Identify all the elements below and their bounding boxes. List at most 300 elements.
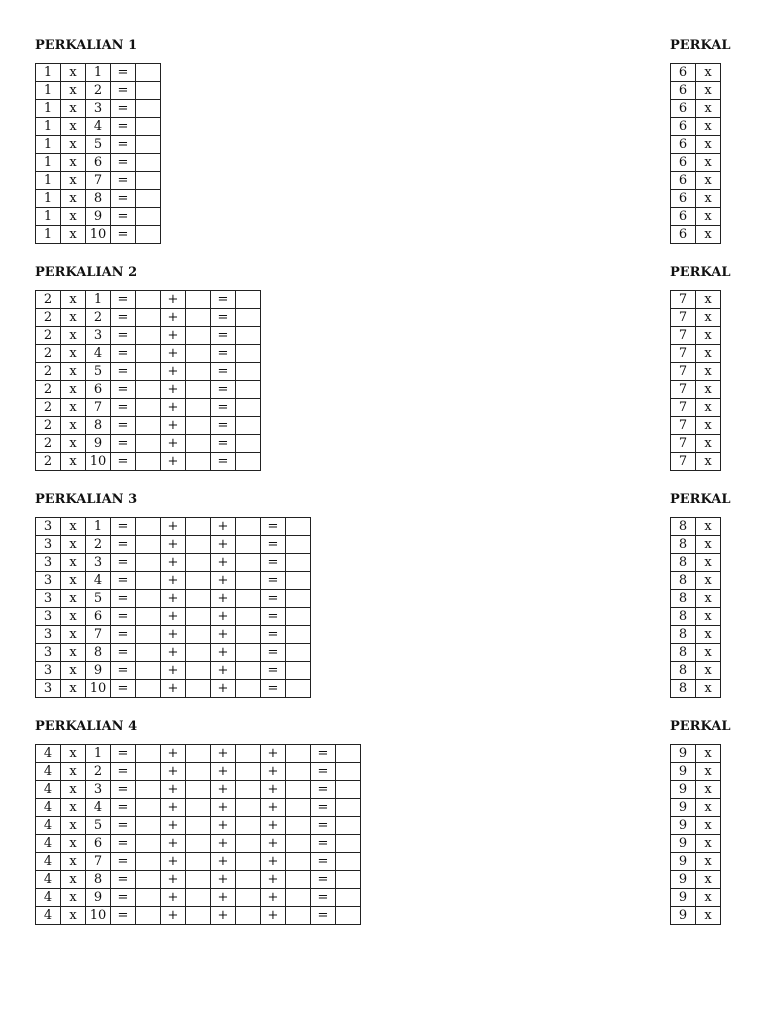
multiplicand-cell: 7 <box>86 172 111 190</box>
answer-blank[interactable] <box>336 889 361 907</box>
multiplier-cell: 4 <box>36 763 61 781</box>
answer-blank[interactable] <box>236 417 261 435</box>
answer-blank[interactable] <box>286 781 311 799</box>
answer-blank[interactable] <box>186 626 211 644</box>
times-symbol: x <box>61 309 86 327</box>
multiplication-table <box>670 744 721 925</box>
table-row <box>671 118 721 136</box>
multiplier-cell: 2 <box>36 417 61 435</box>
times-symbol: x <box>61 208 86 226</box>
answer-blank[interactable] <box>286 626 311 644</box>
times-symbol: x <box>696 554 721 572</box>
table-row <box>671 291 721 309</box>
table-row <box>671 363 721 381</box>
multiplier-cell: 7 <box>671 381 696 399</box>
answer-blank[interactable] <box>136 327 161 345</box>
answer-blank[interactable] <box>336 799 361 817</box>
equals-symbol: = <box>111 136 136 154</box>
multiplier-cell: 7 <box>671 363 696 381</box>
answer-blank[interactable] <box>336 781 361 799</box>
answer-blank[interactable] <box>236 799 261 817</box>
times-symbol: x <box>61 381 86 399</box>
equals-symbol: = <box>111 417 136 435</box>
times-symbol: x <box>696 907 721 925</box>
times-symbol: x <box>61 662 86 680</box>
answer-blank[interactable] <box>236 608 261 626</box>
answer-blank[interactable] <box>136 309 161 327</box>
answer-blank[interactable] <box>136 644 161 662</box>
multiplicand-cell: 8 <box>86 644 111 662</box>
multiplier-cell: 2 <box>36 435 61 453</box>
answer-blank[interactable] <box>186 327 211 345</box>
answer-blank[interactable] <box>236 853 261 871</box>
table-row <box>671 417 721 435</box>
multiplier-cell: 9 <box>671 799 696 817</box>
multiplicand-cell: 7 <box>86 399 111 417</box>
times-symbol: x <box>696 662 721 680</box>
answer-blank[interactable] <box>186 817 211 835</box>
answer-blank[interactable] <box>136 572 161 590</box>
equals-symbol: = <box>311 907 336 925</box>
equals-symbol: = <box>311 835 336 853</box>
plus-symbol: + <box>161 763 186 781</box>
table-row <box>671 817 721 835</box>
table-row <box>671 781 721 799</box>
answer-blank[interactable] <box>236 835 261 853</box>
answer-blank[interactable] <box>236 363 261 381</box>
table-row <box>36 889 361 907</box>
table-row <box>36 907 361 925</box>
table-row <box>671 799 721 817</box>
table-row <box>36 572 311 590</box>
plus-symbol: + <box>161 518 186 536</box>
table-row <box>36 554 311 572</box>
plus-symbol: + <box>161 853 186 871</box>
answer-blank[interactable] <box>136 817 161 835</box>
multiplicand-cell: 5 <box>86 817 111 835</box>
multiplicand-cell: 6 <box>86 608 111 626</box>
answer-blank[interactable] <box>236 554 261 572</box>
times-symbol: x <box>61 64 86 82</box>
answer-blank[interactable] <box>236 680 261 698</box>
equals-symbol: = <box>111 435 136 453</box>
multiplier-cell: 2 <box>36 327 61 345</box>
table-row <box>671 536 721 554</box>
answer-blank[interactable] <box>336 745 361 763</box>
answer-blank[interactable] <box>186 799 211 817</box>
answer-blank[interactable] <box>136 417 161 435</box>
answer-blank[interactable] <box>236 907 261 925</box>
answer-blank[interactable] <box>286 572 311 590</box>
multiplier-cell: 7 <box>671 453 696 471</box>
answer-blank[interactable] <box>136 626 161 644</box>
multiplier-cell: 6 <box>671 226 696 244</box>
answer-blank[interactable] <box>136 518 161 536</box>
equals-symbol: = <box>111 291 136 309</box>
times-symbol: x <box>696 309 721 327</box>
equals-symbol: = <box>111 781 136 799</box>
equals-symbol: = <box>111 745 136 763</box>
section-title: PERKAL <box>670 492 731 507</box>
multiplier-cell: 8 <box>671 644 696 662</box>
answer-blank[interactable] <box>286 662 311 680</box>
times-symbol: x <box>696 82 721 100</box>
answer-blank[interactable] <box>336 853 361 871</box>
answer-blank[interactable] <box>186 662 211 680</box>
answer-blank[interactable] <box>136 399 161 417</box>
answer-blank[interactable] <box>186 554 211 572</box>
table-row <box>671 345 721 363</box>
answer-blank[interactable] <box>336 817 361 835</box>
plus-symbol: + <box>211 518 236 536</box>
multiplier-cell: 1 <box>36 82 61 100</box>
answer-blank[interactable] <box>186 572 211 590</box>
times-symbol: x <box>61 871 86 889</box>
answer-blank[interactable] <box>186 291 211 309</box>
times-symbol: x <box>696 518 721 536</box>
answer-blank[interactable] <box>136 172 161 190</box>
multiplicand-cell: 10 <box>86 907 111 925</box>
answer-blank[interactable] <box>236 817 261 835</box>
equals-symbol: = <box>311 781 336 799</box>
answer-blank[interactable] <box>136 154 161 172</box>
multiplier-cell: 3 <box>36 590 61 608</box>
multiplier-cell: 3 <box>36 662 61 680</box>
answer-blank[interactable] <box>186 399 211 417</box>
multiplicand-cell: 5 <box>86 363 111 381</box>
answer-blank[interactable] <box>136 763 161 781</box>
times-symbol: x <box>61 799 86 817</box>
multiplier-cell: 7 <box>671 291 696 309</box>
answer-blank[interactable] <box>236 763 261 781</box>
table-row <box>671 644 721 662</box>
answer-blank[interactable] <box>136 100 161 118</box>
multiplicand-cell: 1 <box>86 745 111 763</box>
multiplier-cell: 7 <box>671 417 696 435</box>
answer-blank[interactable] <box>186 363 211 381</box>
equals-symbol: = <box>211 327 236 345</box>
answer-blank[interactable] <box>286 853 311 871</box>
multiplier-cell: 8 <box>671 626 696 644</box>
multiplier-cell: 3 <box>36 554 61 572</box>
answer-blank[interactable] <box>136 345 161 363</box>
answer-blank[interactable] <box>286 871 311 889</box>
answer-blank[interactable] <box>236 345 261 363</box>
multiplicand-cell: 10 <box>86 680 111 698</box>
table-row <box>671 572 721 590</box>
answer-blank[interactable] <box>136 745 161 763</box>
answer-blank[interactable] <box>286 644 311 662</box>
answer-blank[interactable] <box>186 853 211 871</box>
answer-blank[interactable] <box>136 381 161 399</box>
answer-blank[interactable] <box>136 435 161 453</box>
answer-blank[interactable] <box>236 536 261 554</box>
answer-blank[interactable] <box>286 554 311 572</box>
answer-blank[interactable] <box>236 662 261 680</box>
multiplicand-cell: 2 <box>86 309 111 327</box>
answer-blank[interactable] <box>236 590 261 608</box>
equals-symbol: = <box>111 662 136 680</box>
equals-symbol: = <box>111 399 136 417</box>
multiplication-section-clipped <box>670 719 731 929</box>
table-row <box>36 608 311 626</box>
answer-blank[interactable] <box>236 572 261 590</box>
answer-blank[interactable] <box>336 907 361 925</box>
equals-symbol: = <box>111 82 136 100</box>
plus-symbol: + <box>161 417 186 435</box>
table-row <box>36 644 311 662</box>
answer-blank[interactable] <box>136 136 161 154</box>
times-symbol: x <box>61 453 86 471</box>
answer-blank[interactable] <box>186 745 211 763</box>
table-row <box>671 907 721 925</box>
equals-symbol: = <box>261 680 286 698</box>
multiplicand-cell: 10 <box>86 226 111 244</box>
times-symbol: x <box>61 853 86 871</box>
plus-symbol: + <box>211 662 236 680</box>
multiplication-table <box>670 290 721 471</box>
plus-symbol: + <box>161 608 186 626</box>
multiplicand-cell: 1 <box>86 291 111 309</box>
equals-symbol: = <box>111 644 136 662</box>
equals-symbol: = <box>111 680 136 698</box>
answer-blank[interactable] <box>236 435 261 453</box>
plus-symbol: + <box>261 871 286 889</box>
answer-blank[interactable] <box>136 608 161 626</box>
plus-symbol: + <box>161 363 186 381</box>
answer-blank[interactable] <box>136 291 161 309</box>
plus-symbol: + <box>161 309 186 327</box>
multiplicand-cell: 4 <box>86 572 111 590</box>
equals-symbol: = <box>211 309 236 327</box>
answer-blank[interactable] <box>186 518 211 536</box>
answer-blank[interactable] <box>336 871 361 889</box>
plus-symbol: + <box>161 799 186 817</box>
multiplicand-cell: 2 <box>86 536 111 554</box>
times-symbol: x <box>61 626 86 644</box>
table-row <box>671 208 721 226</box>
times-symbol: x <box>696 835 721 853</box>
multiplier-cell: 4 <box>36 853 61 871</box>
equals-symbol: = <box>211 399 236 417</box>
answer-blank[interactable] <box>136 82 161 100</box>
plus-symbol: + <box>261 853 286 871</box>
answer-blank[interactable] <box>136 554 161 572</box>
table-row <box>36 226 161 244</box>
multiplicand-cell: 1 <box>86 64 111 82</box>
times-symbol: x <box>696 799 721 817</box>
answer-blank[interactable] <box>286 817 311 835</box>
plus-symbol: + <box>261 835 286 853</box>
plus-symbol: + <box>161 554 186 572</box>
multiplier-cell: 1 <box>36 100 61 118</box>
answer-blank[interactable] <box>186 907 211 925</box>
equals-symbol: = <box>261 662 286 680</box>
multiplicand-cell: 9 <box>86 435 111 453</box>
multiplier-cell: 8 <box>671 572 696 590</box>
multiplier-cell: 9 <box>671 889 696 907</box>
answer-blank[interactable] <box>286 907 311 925</box>
equals-symbol: = <box>211 345 236 363</box>
multiplier-cell: 8 <box>671 536 696 554</box>
answer-blank[interactable] <box>136 799 161 817</box>
answer-blank[interactable] <box>236 871 261 889</box>
answer-blank[interactable] <box>236 889 261 907</box>
table-row <box>671 662 721 680</box>
plus-symbol: + <box>161 590 186 608</box>
answer-blank[interactable] <box>136 835 161 853</box>
multiplier-cell: 3 <box>36 518 61 536</box>
multiplier-cell: 9 <box>671 835 696 853</box>
answer-blank[interactable] <box>236 745 261 763</box>
equals-symbol: = <box>311 817 336 835</box>
answer-blank[interactable] <box>136 662 161 680</box>
multiplier-cell: 6 <box>671 154 696 172</box>
answer-blank[interactable] <box>136 190 161 208</box>
answer-blank[interactable] <box>186 435 211 453</box>
answer-blank[interactable] <box>236 399 261 417</box>
answer-blank[interactable] <box>186 309 211 327</box>
plus-symbol: + <box>211 889 236 907</box>
multiplier-cell: 4 <box>36 745 61 763</box>
answer-blank[interactable] <box>136 853 161 871</box>
times-symbol: x <box>696 381 721 399</box>
answer-blank[interactable] <box>236 327 261 345</box>
multiplier-cell: 3 <box>36 626 61 644</box>
multiplicand-cell: 6 <box>86 154 111 172</box>
multiplicand-cell: 1 <box>86 518 111 536</box>
answer-blank[interactable] <box>236 309 261 327</box>
answer-blank[interactable] <box>186 417 211 435</box>
answer-blank[interactable] <box>186 889 211 907</box>
answer-blank[interactable] <box>286 590 311 608</box>
plus-symbol: + <box>161 453 186 471</box>
answer-blank[interactable] <box>286 745 311 763</box>
answer-blank[interactable] <box>136 536 161 554</box>
equals-symbol: = <box>111 853 136 871</box>
answer-blank[interactable] <box>136 118 161 136</box>
multiplier-cell: 4 <box>36 871 61 889</box>
answer-blank[interactable] <box>136 208 161 226</box>
table-row <box>36 345 261 363</box>
answer-blank[interactable] <box>136 889 161 907</box>
answer-blank[interactable] <box>186 680 211 698</box>
answer-blank[interactable] <box>236 291 261 309</box>
multiplication-section-clipped <box>670 265 731 475</box>
table-row <box>671 608 721 626</box>
answer-blank[interactable] <box>286 608 311 626</box>
table-row <box>671 154 721 172</box>
table-row <box>36 190 161 208</box>
table-row <box>36 381 261 399</box>
times-symbol: x <box>696 745 721 763</box>
answer-blank[interactable] <box>136 680 161 698</box>
plus-symbol: + <box>161 327 186 345</box>
multiplier-cell: 2 <box>36 345 61 363</box>
answer-blank[interactable] <box>286 518 311 536</box>
times-symbol: x <box>696 118 721 136</box>
answer-blank[interactable] <box>186 644 211 662</box>
multiplier-cell: 8 <box>671 590 696 608</box>
table-row <box>36 662 311 680</box>
multiplier-cell: 6 <box>671 82 696 100</box>
answer-blank[interactable] <box>186 381 211 399</box>
table-row <box>671 889 721 907</box>
plus-symbol: + <box>161 399 186 417</box>
plus-symbol: + <box>161 572 186 590</box>
answer-blank[interactable] <box>236 453 261 471</box>
answer-blank[interactable] <box>286 799 311 817</box>
answer-blank[interactable] <box>186 835 211 853</box>
answer-blank[interactable] <box>236 626 261 644</box>
plus-symbol: + <box>211 608 236 626</box>
plus-symbol: + <box>161 907 186 925</box>
answer-blank[interactable] <box>236 781 261 799</box>
answer-blank[interactable] <box>136 590 161 608</box>
answer-blank[interactable] <box>286 536 311 554</box>
answer-blank[interactable] <box>286 835 311 853</box>
answer-blank[interactable] <box>136 453 161 471</box>
section-title: PERKALIAN 4 <box>35 719 138 734</box>
answer-blank[interactable] <box>286 680 311 698</box>
answer-blank[interactable] <box>236 518 261 536</box>
times-symbol: x <box>696 172 721 190</box>
multiplier-cell: 1 <box>36 190 61 208</box>
answer-blank[interactable] <box>136 226 161 244</box>
answer-blank[interactable] <box>336 763 361 781</box>
answer-blank[interactable] <box>286 763 311 781</box>
table-row <box>671 763 721 781</box>
table-row <box>671 853 721 871</box>
answer-blank[interactable] <box>186 453 211 471</box>
answer-blank[interactable] <box>236 381 261 399</box>
times-symbol: x <box>61 291 86 309</box>
answer-blank[interactable] <box>186 781 211 799</box>
answer-blank[interactable] <box>286 889 311 907</box>
answer-blank[interactable] <box>336 835 361 853</box>
table-row <box>36 208 161 226</box>
answer-blank[interactable] <box>186 763 211 781</box>
multiplier-cell: 9 <box>671 871 696 889</box>
answer-blank[interactable] <box>136 907 161 925</box>
multiplier-cell: 1 <box>36 172 61 190</box>
table-row <box>671 327 721 345</box>
answer-blank[interactable] <box>136 363 161 381</box>
section-title: PERKALIAN 3 <box>35 492 138 507</box>
plus-symbol: + <box>161 644 186 662</box>
times-symbol: x <box>696 817 721 835</box>
answer-blank[interactable] <box>186 871 211 889</box>
answer-blank[interactable] <box>186 590 211 608</box>
answer-blank[interactable] <box>186 608 211 626</box>
times-symbol: x <box>61 680 86 698</box>
answer-blank[interactable] <box>186 536 211 554</box>
answer-blank[interactable] <box>136 871 161 889</box>
answer-blank[interactable] <box>236 644 261 662</box>
answer-blank[interactable] <box>136 781 161 799</box>
answer-blank[interactable] <box>136 64 161 82</box>
table-row <box>36 100 161 118</box>
times-symbol: x <box>696 644 721 662</box>
answer-blank[interactable] <box>186 345 211 363</box>
equals-symbol: = <box>311 889 336 907</box>
table-row <box>671 453 721 471</box>
plus-symbol: + <box>211 572 236 590</box>
equals-symbol: = <box>111 799 136 817</box>
equals-symbol: = <box>311 763 336 781</box>
times-symbol: x <box>61 226 86 244</box>
table-row <box>671 680 721 698</box>
